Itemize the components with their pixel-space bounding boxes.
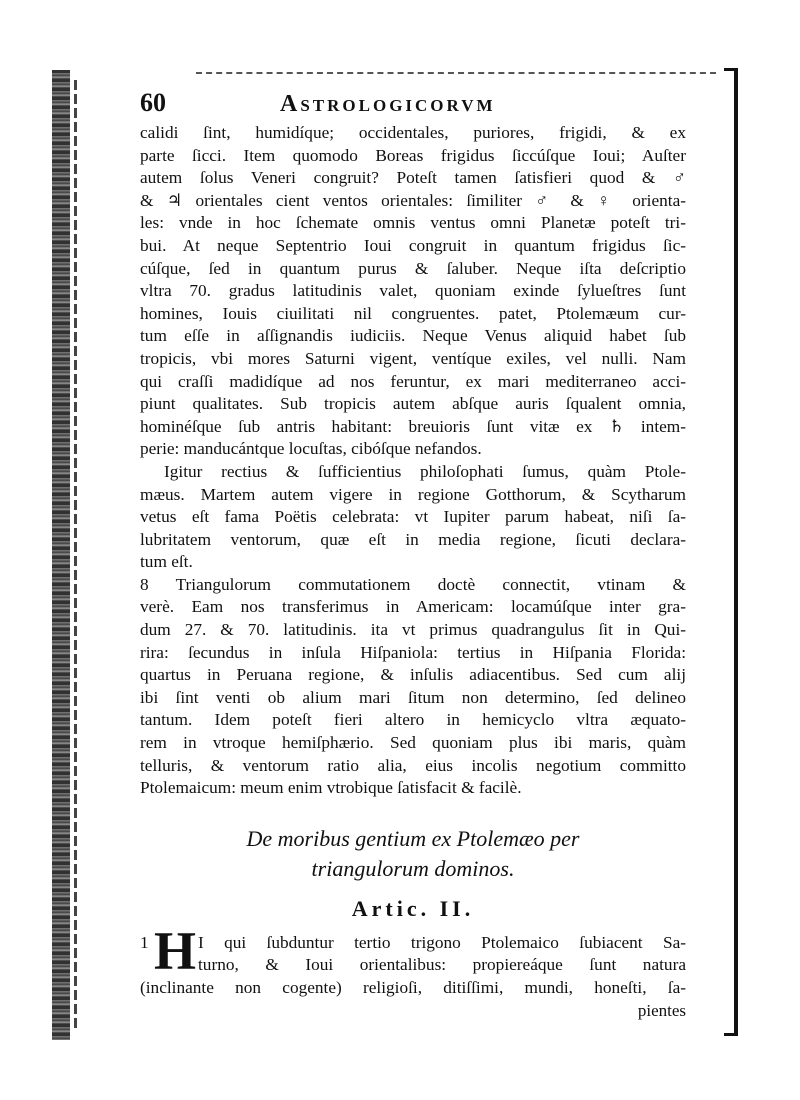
section-title (140, 824, 686, 884)
text-line: tum eſt. (140, 552, 193, 572)
text-line: 8 Triangulorum commutationem doctè connectit, vtinam & (140, 574, 686, 594)
text-line: I qui ſubduntur tertio trigono Ptolemaico ſubiacent Sa- (198, 932, 686, 952)
text-line: vltra 70. gradus latitudinis valet, quoniam exinde ſylueſtres ſunt (140, 281, 686, 301)
text-line: homines, Iouis ciuilitati nil congruentes. patet, Ptolemæum cur- (140, 303, 686, 323)
text-line: & ♃ orientales cient ventos orientales: ſimiliter ♂ & ♀ orienta- (140, 190, 686, 210)
scan-binding-edge (52, 70, 70, 1040)
text-line: rira: ſecundus in inſula Hiſpaniola: tertius in Hiſpania Florida: (140, 642, 686, 662)
paragraph-number: 1 (140, 932, 149, 952)
text-line: perie: manducántque locuſtas, cibóſque nefandos. (140, 439, 482, 459)
spacer (140, 800, 686, 822)
running-title: Astrologicorvm (280, 91, 496, 117)
page-edge-bracket (724, 68, 738, 1036)
book-page (140, 88, 686, 1022)
drop-cap: H (154, 920, 197, 981)
text-line: qui craſſi madidíque ad nos feruntur, ex mari mediterraneo acci- (140, 371, 686, 391)
text-line: ibi ſint venti ob alium mari ſitum non determino, ſed delineo (140, 687, 686, 707)
text-line: parte ſicci. Item quomodo Boreas frigidus ſiccúſque Ioui; Auſter (140, 145, 686, 165)
main-text (140, 122, 686, 800)
text-line: les: vnde in hoc ſchemate omnis ventus omni Planetæ poteſt tri- (140, 213, 686, 233)
text-line: autem ſolus Veneri congruit? Poteſt tamen ſatisfieri quod & ♂ (140, 168, 686, 188)
top-rule (196, 72, 716, 74)
page-number: 60 (140, 88, 166, 117)
text-line: Igitur rectius & ſufficientius philoſophati ſumus, quàm Ptole- (164, 461, 686, 481)
text-line: cúſque, ſed in quantum purus & ſaluber. Neque iſta deſcriptio (140, 258, 686, 278)
catchword: pientes (637, 1000, 686, 1020)
text-line: quartus in Peruana regione, & inſulis adiacentibus. Sed cum alij (140, 665, 686, 685)
article-heading: Artic. II. (351, 895, 475, 921)
text-line: calidi ſint, humidíque; occidentales, puriores, frigidi, & ex (140, 123, 686, 142)
text-line: (inclinante non cogente) religioſi, ditiſſimi, mundi, honeſti, ſa- (140, 978, 686, 997)
section-title-line: De moribus gentium ex Ptolemæo per (246, 825, 580, 851)
text-line: vetus eſt fama Poëtis celebrata: vt Iupiter parum habeat, niſi ſa- (140, 507, 686, 527)
text-line: tum eſſe in aſſignandis iudiciis. Neque Venus aliquid habet ſub (140, 326, 686, 346)
text-line: turno, & Ioui orientalibus: propiereáque ſunt natura (198, 955, 686, 975)
scan-binding-shadow (74, 80, 77, 1030)
text-line: piunt qualitates. Sub tropicis autem abſque auris ſqualent omnia, (140, 394, 686, 414)
text-line: Ptolemaicum: meum enim vtrobique ſatisfacit & facilè. (140, 778, 522, 798)
text-line: telluris, & ventorum ratio alia, eius incolis negotium committo (140, 755, 686, 775)
text-line: bui. At neque Septentrio Ioui congruit in quantum frigidus ſic- (140, 235, 686, 255)
text-line: hominéſque ſub antris habitant: breuioris ſunt vitæ ex ♄ intem- (140, 416, 686, 436)
text-line: mæus. Martem autem vigere in regione Gotthorum, & Scytharum (140, 484, 686, 504)
text-line: verè. Eam nos transferimus in Americam: locamúſque inter gra- (140, 597, 686, 617)
text-line: tropicis, vbi mores Saturni vigent, ventíque exiles, vel nulli. Nam (140, 348, 686, 368)
section-title-line: triangulorum dominos. (311, 855, 515, 881)
first-paragraph (140, 920, 686, 1000)
running-head (140, 88, 686, 122)
text-line: dum 27. & 70. latitudinis. ita vt primus quadrangulus ſit in Qui- (140, 620, 686, 640)
text-line: lubritatem ventorum, quæ eſt in media regione, ſicuti declara- (140, 529, 686, 549)
text-line: rem in vtroque hemiſphærio. Sed quoniam plus ibi maris, quàm (140, 733, 686, 753)
text-line: tantum. Idem poteſt fieri altero in hemicyclo vltra æquato- (140, 710, 686, 730)
